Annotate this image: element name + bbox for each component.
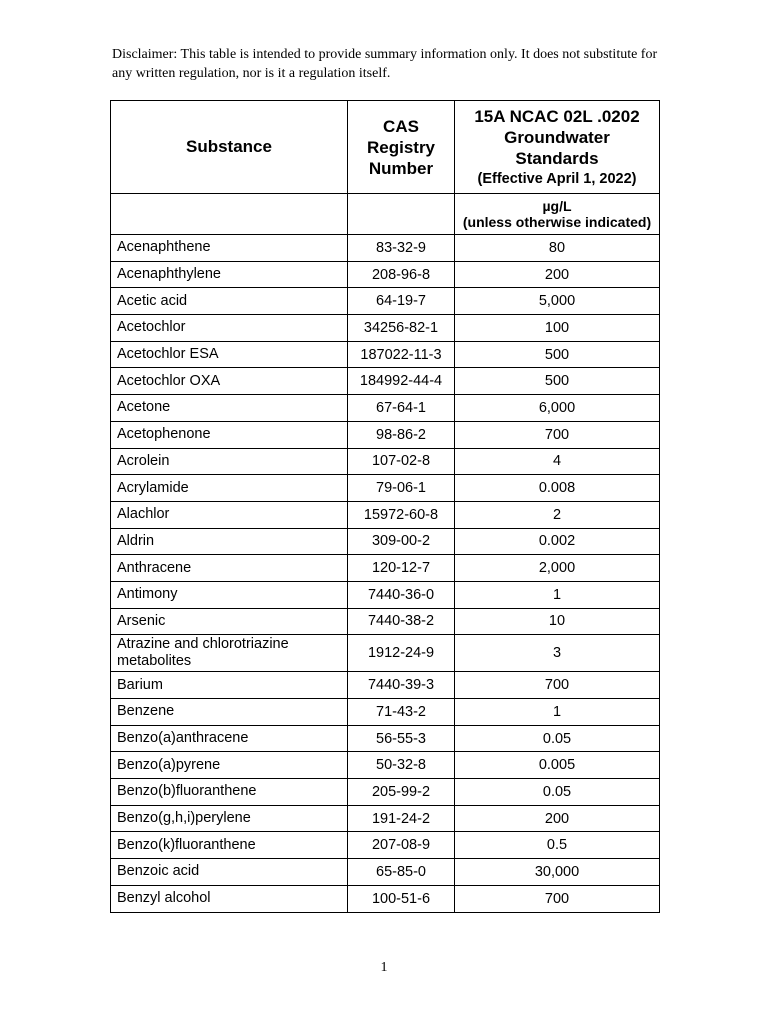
substance-header (111, 101, 348, 194)
standard-header (455, 101, 660, 194)
table-row (111, 581, 660, 608)
standard-value-cell: 1 (455, 699, 660, 726)
cas-cell: 79-06-1 (348, 475, 455, 502)
standard-value-cell: 10 (455, 608, 660, 635)
disclaimer-text: Disclaimer: This table is intended to provide summary information only. It does not substitute for any written regulation, nor is it a regulation itself. (112, 47, 658, 81)
substance-cell: Atrazine and chlorotriazine metabolites (111, 635, 348, 672)
cas-cell: 1912-24-9 (348, 635, 455, 672)
cas-cell: 205-99-2 (348, 779, 455, 806)
substance-cell: Benzo(a)anthracene (111, 725, 348, 752)
cas-cell: 120-12-7 (348, 555, 455, 582)
standard-value-cell: 200 (455, 261, 660, 288)
groundwater-standards-table (110, 100, 660, 913)
substance-cell: Alachlor (111, 501, 348, 528)
standard-value-cell: 5,000 (455, 288, 660, 315)
table-row (111, 859, 660, 886)
table-row (111, 261, 660, 288)
cas-cell: 100-51-6 (348, 885, 455, 912)
table-row (111, 421, 660, 448)
cas-cell: 7440-36-0 (348, 581, 455, 608)
cas-header (348, 101, 455, 194)
cas-cell: 309-00-2 (348, 528, 455, 555)
standard-value-cell: 100 (455, 315, 660, 342)
substance-header-label: Substance (186, 137, 272, 156)
cas-cell: 7440-38-2 (348, 608, 455, 635)
table-row (111, 288, 660, 315)
standard-value-cell: 0.005 (455, 752, 660, 779)
table-row (111, 341, 660, 368)
table-row (111, 555, 660, 582)
cas-cell: 65-85-0 (348, 859, 455, 886)
cas-cell: 50-32-8 (348, 752, 455, 779)
cas-cell: 98-86-2 (348, 421, 455, 448)
empty-header-cell (348, 194, 455, 235)
unit-label: µg/L (542, 198, 572, 214)
cas-cell: 67-64-1 (348, 395, 455, 422)
substance-cell: Benzo(k)fluoranthene (111, 832, 348, 859)
unit-note-label: (unless otherwise indicated) (462, 214, 652, 230)
substance-cell: Antimony (111, 581, 348, 608)
substance-cell: Acetic acid (111, 288, 348, 315)
substance-cell: Benzyl alcohol (111, 885, 348, 912)
substance-cell: Benzo(b)fluoranthene (111, 779, 348, 806)
standard-value-cell: 500 (455, 341, 660, 368)
standard-value-cell: 700 (455, 672, 660, 699)
cas-cell: 34256-82-1 (348, 315, 455, 342)
substance-cell: Benzene (111, 699, 348, 726)
standard-value-cell: 0.002 (455, 528, 660, 555)
cas-cell: 207-08-9 (348, 832, 455, 859)
cas-cell: 64-19-7 (348, 288, 455, 315)
substance-cell: Arsenic (111, 608, 348, 635)
substance-cell: Acrolein (111, 448, 348, 475)
substance-cell: Acenaphthene (111, 235, 348, 262)
empty-header-cell (111, 194, 348, 235)
standard-value-cell: 0.5 (455, 832, 660, 859)
table-row (111, 395, 660, 422)
standard-value-cell: 200 (455, 805, 660, 832)
table-header-row (111, 101, 660, 194)
table-row (111, 832, 660, 859)
standard-value-cell: 30,000 (455, 859, 660, 886)
cas-cell: 208-96-8 (348, 261, 455, 288)
cas-cell: 56-55-3 (348, 725, 455, 752)
cas-cell: 184992-44-4 (348, 368, 455, 395)
substance-cell: Benzo(a)pyrene (111, 752, 348, 779)
standard-value-cell: 1 (455, 581, 660, 608)
substance-cell: Acetone (111, 395, 348, 422)
substance-cell: Acetochlor (111, 315, 348, 342)
standard-value-cell: 2 (455, 501, 660, 528)
cas-cell: 107-02-8 (348, 448, 455, 475)
unit-header (455, 194, 660, 235)
substance-cell: Acetochlor ESA (111, 341, 348, 368)
page-number: 1 (380, 960, 388, 975)
standard-value-cell: 0.008 (455, 475, 660, 502)
substance-cell: Anthracene (111, 555, 348, 582)
substance-cell: Acetochlor OXA (111, 368, 348, 395)
table-row (111, 725, 660, 752)
table-row (111, 805, 660, 832)
substance-cell: Benzoic acid (111, 859, 348, 886)
table-row (111, 235, 660, 262)
table-row (111, 315, 660, 342)
cas-cell: 83-32-9 (348, 235, 455, 262)
standard-value-cell: 2,000 (455, 555, 660, 582)
cas-cell: 191-24-2 (348, 805, 455, 832)
unit-header-row (111, 194, 660, 235)
standard-header-label: 15A NCAC 02L .0202 Groundwater Standards (474, 106, 640, 168)
cas-cell: 187022-11-3 (348, 341, 455, 368)
standard-value-cell: 4 (455, 448, 660, 475)
substance-cell: Aldrin (111, 528, 348, 555)
table-row (111, 608, 660, 635)
standard-value-cell: 500 (455, 368, 660, 395)
table-row (111, 475, 660, 502)
standard-value-cell: 0.05 (455, 779, 660, 806)
cas-cell: 71-43-2 (348, 699, 455, 726)
substance-cell: Barium (111, 672, 348, 699)
cas-cell: 7440-39-3 (348, 672, 455, 699)
standard-value-cell: 3 (455, 635, 660, 672)
table-row (111, 528, 660, 555)
table-row (111, 672, 660, 699)
substance-cell: Acrylamide (111, 475, 348, 502)
cas-header-label: CAS Registry Number (366, 116, 436, 178)
standard-value-cell: 700 (455, 885, 660, 912)
table-body (111, 235, 660, 913)
table-row (111, 368, 660, 395)
table-row (111, 885, 660, 912)
table-row (111, 448, 660, 475)
table-row (111, 699, 660, 726)
table-row (111, 501, 660, 528)
table-row (111, 779, 660, 806)
standard-value-cell: 700 (455, 421, 660, 448)
standard-value-cell: 80 (455, 235, 660, 262)
table-row (111, 752, 660, 779)
substance-cell: Benzo(g,h,i)perylene (111, 805, 348, 832)
standard-value-cell: 6,000 (455, 395, 660, 422)
standard-value-cell: 0.05 (455, 725, 660, 752)
substance-cell: Acetophenone (111, 421, 348, 448)
effective-date-label: (Effective April 1, 2022) (477, 170, 637, 187)
substance-cell: Acenaphthylene (111, 261, 348, 288)
cas-cell: 15972-60-8 (348, 501, 455, 528)
table-row (111, 635, 660, 672)
